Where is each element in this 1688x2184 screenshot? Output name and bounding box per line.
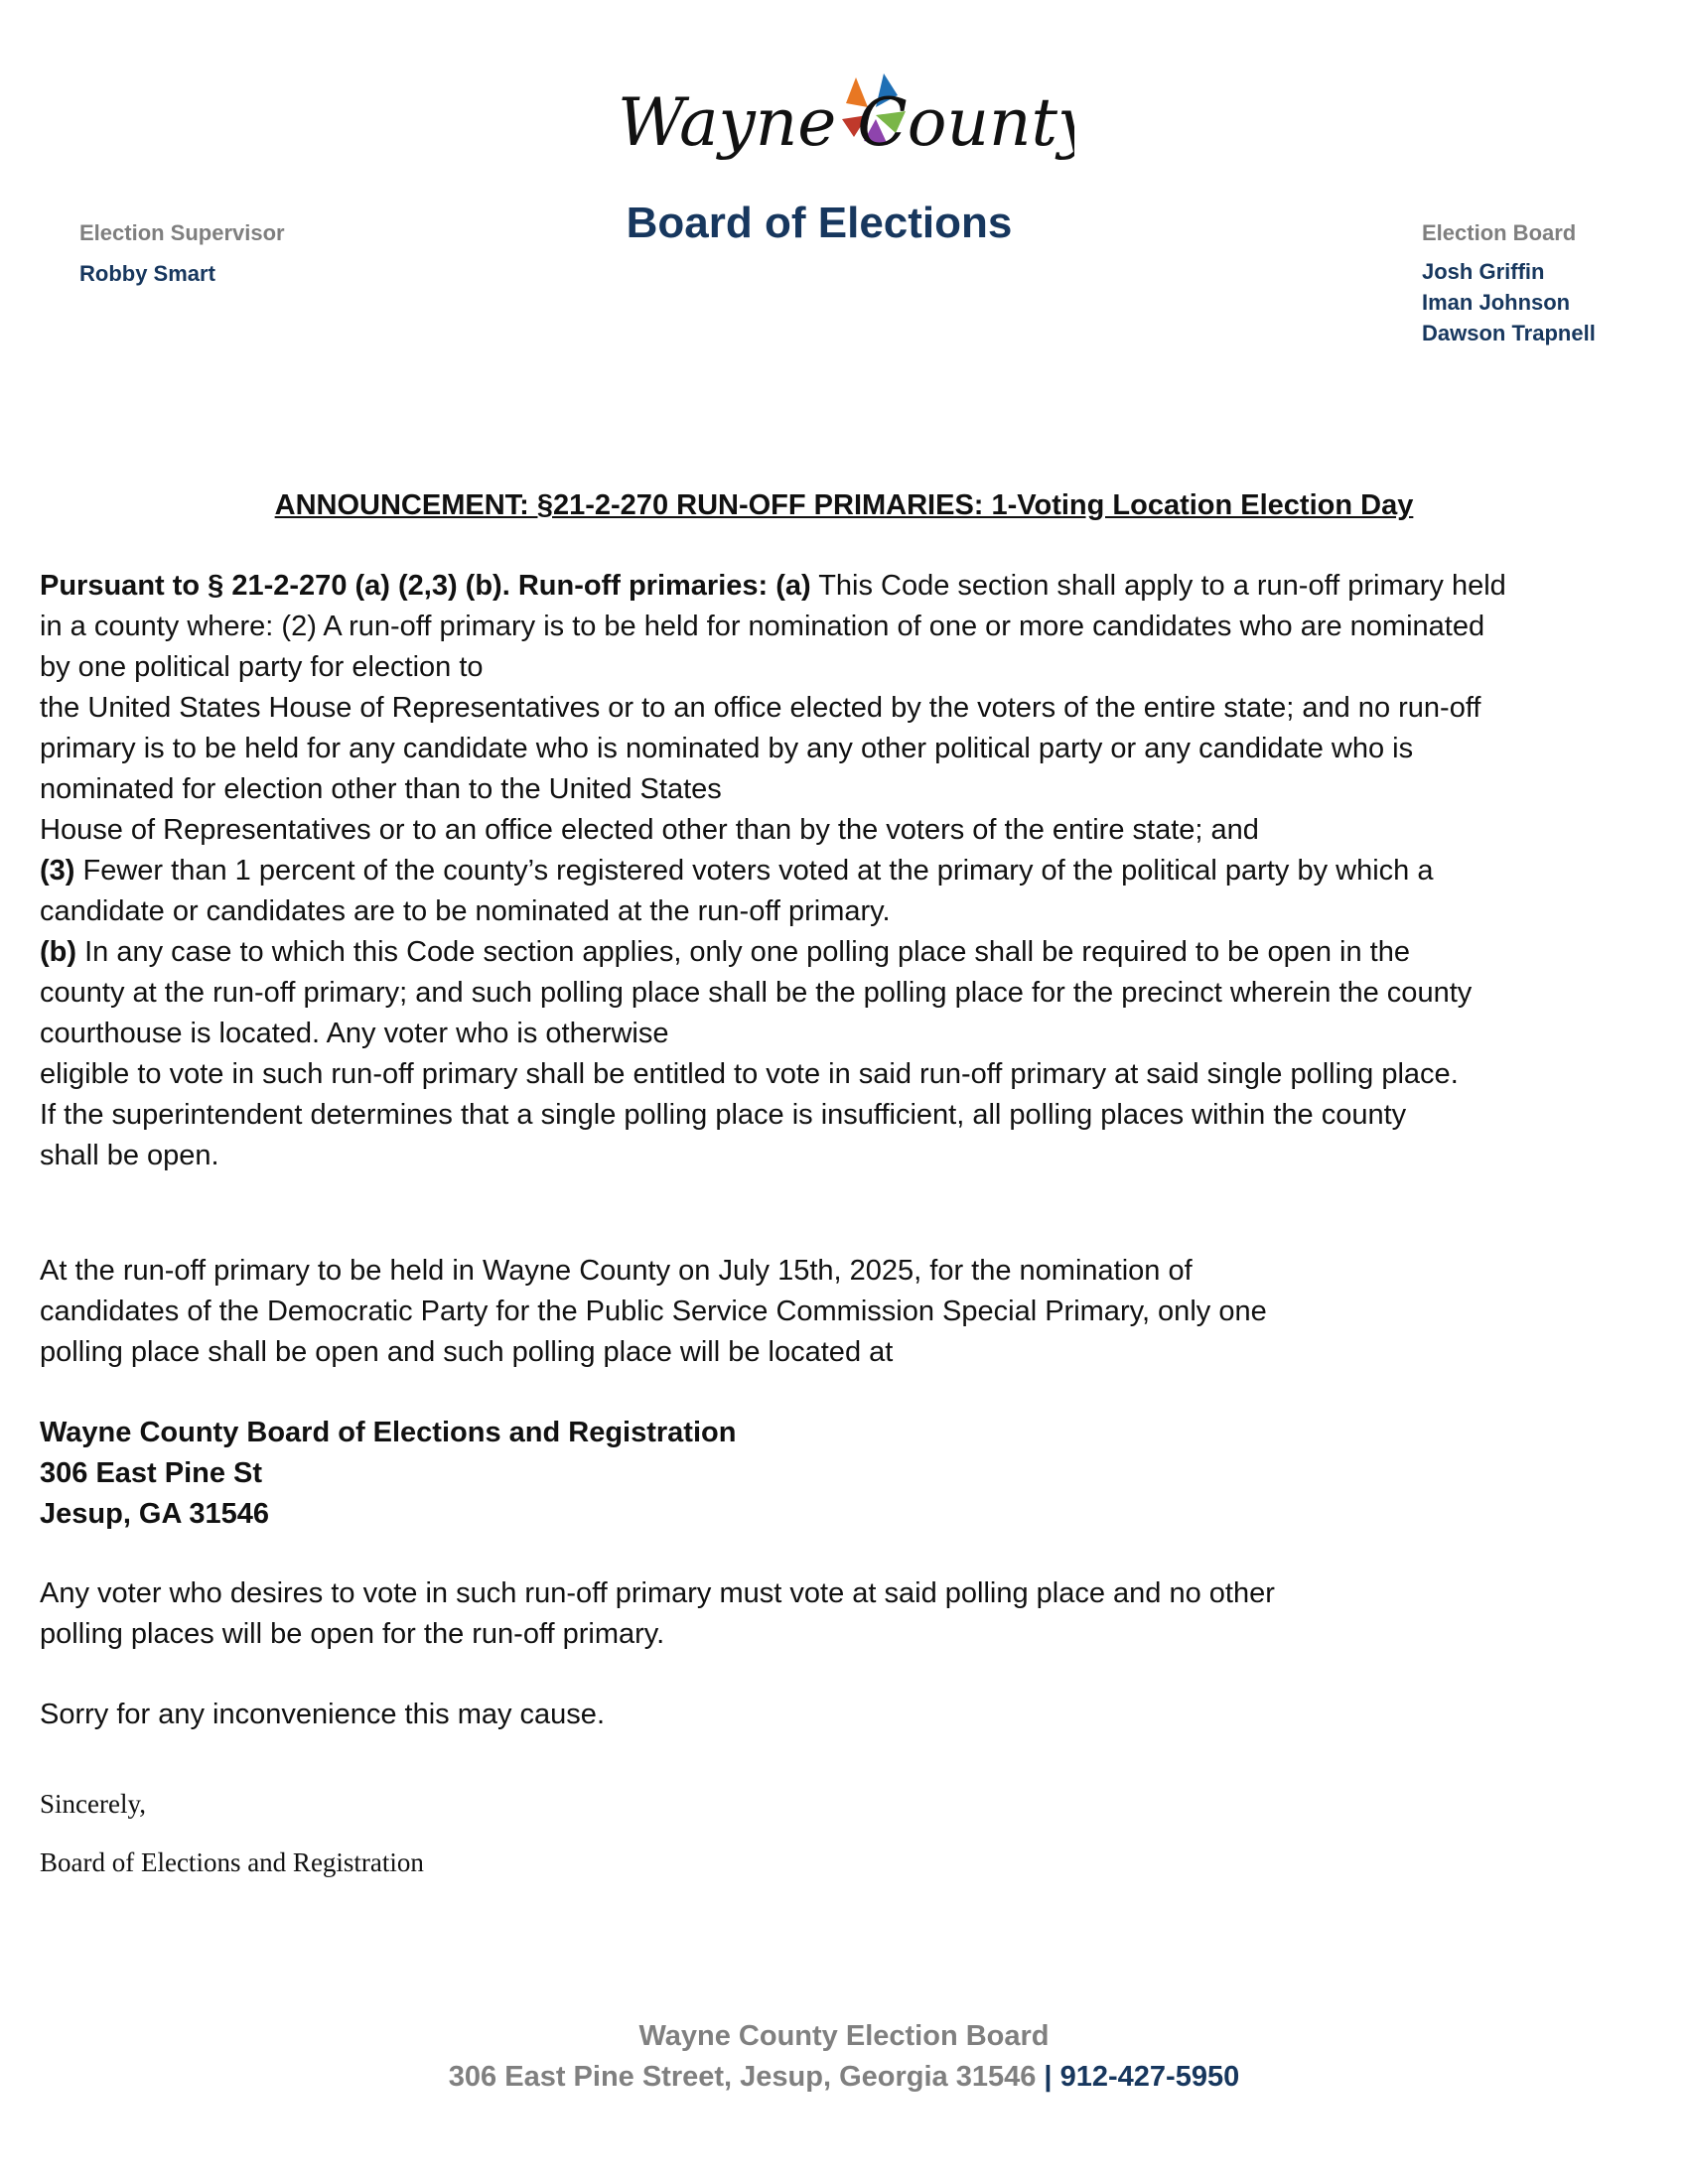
footer-phone: 912-427-5950 (1059, 2061, 1240, 2093)
address-street: 306 East Pine St (40, 1457, 263, 1489)
closing-salutation: Sincerely, (40, 1789, 146, 1819)
announcement-heading: ANNOUNCEMENT: §21-2-270 RUN-OFF PRIMARIES: 1-Voting Location Election Day (274, 489, 1414, 521)
board-members-list (1422, 256, 1596, 348)
footer-separator: | (1036, 2061, 1060, 2093)
law-line: (b) In any case to which this Code section applies, only one polling place shall be required to be open in the (40, 936, 1410, 968)
law-lead: Pursuant to § 21-2-270 (a) (2,3) (b). Run-off primaries: (a) (40, 570, 811, 602)
board-label: Election Board (1422, 220, 1577, 245)
law-line: county at the run-off primary; and such polling place shall be the polling place for the precinct wherein the county (40, 977, 1473, 1009)
runoff-paragraph: At the run-off primary to be held in Wayne County on July 15th, 2025, for the nomination of candidates of the Democratic Party for the Public Service Commission Special Primary, only one polling place shall be open and such polling place will be located at (40, 1255, 1267, 1368)
law-line: shall be open. (40, 1140, 219, 1171)
address-name: Wayne County Board of Elections and Registration (40, 1417, 737, 1448)
law-line: courthouse is located. Any voter who is otherwise (40, 1018, 669, 1049)
law-line: by one political party for election to (40, 651, 484, 683)
law-line: (3) Fewer than 1 percent of the county’s registered voters voted at the primary of the political party by which a (40, 855, 1434, 887)
supervisor-label: Election Supervisor (79, 220, 285, 245)
address-city: Jesup, GA 31546 (40, 1498, 270, 1530)
supervisor-name: Robby Smart (79, 261, 215, 286)
footer-org: Wayne County Election Board (638, 2020, 1050, 2052)
page-title: Board of Elections (626, 199, 1013, 247)
law-line: candidate or candidates are to be nominated at the run-off primary. (40, 895, 891, 927)
footer-address: 306 East Pine Street, Jesup, Georgia 31546 (448, 2061, 1037, 2093)
svg-text:Wayne County: Wayne County (618, 84, 1074, 161)
board-member: Dawson Trapnell (1422, 321, 1596, 345)
law-line: in a county where: (2) A run-off primary is to be held for nomination of one or more candidates who are nominated (40, 611, 1485, 642)
logo-graphic (608, 46, 1074, 185)
law-text (40, 566, 1648, 1176)
closing-signature: Board of Elections and Registration (40, 1847, 424, 1877)
board-member: Iman Johnson (1422, 290, 1571, 315)
law-line: If the superintendent determines that a single polling place is insufficient, all polling places within the county (40, 1099, 1407, 1131)
wayne-county-logo (608, 46, 1074, 185)
law-line: House of Representatives or to an office elected other than by the voters of the entire state; and (40, 814, 1259, 846)
law-line: primary is to be held for any candidate who is nominated by any other political party or any candidate who is (40, 733, 1414, 764)
board-member: Josh Griffin (1422, 259, 1545, 284)
apology-text: Sorry for any inconvenience this may cause. (40, 1699, 605, 1730)
law-line: eligible to vote in such run-off primary shall be entitled to vote in said run-off primary at said single polling place. (40, 1058, 1459, 1090)
law-line: the United States House of Representatives or to an office elected by the voters of the entire state; and no run-off (40, 692, 1481, 724)
voter-paragraph: Any voter who desires to vote in such run-off primary must vote at said polling place and no other polling places will be open for the run-off primary. (40, 1577, 1275, 1650)
polling-address (40, 1413, 1648, 1535)
law-line: nominated for election other than to the United States (40, 773, 722, 805)
footer-contact (0, 2061, 1688, 2094)
law-line: Pursuant to § 21-2-270 (a) (2,3) (b). Run-off primaries: (a) This Code section shall apply to a run-off primary held (40, 570, 1506, 602)
